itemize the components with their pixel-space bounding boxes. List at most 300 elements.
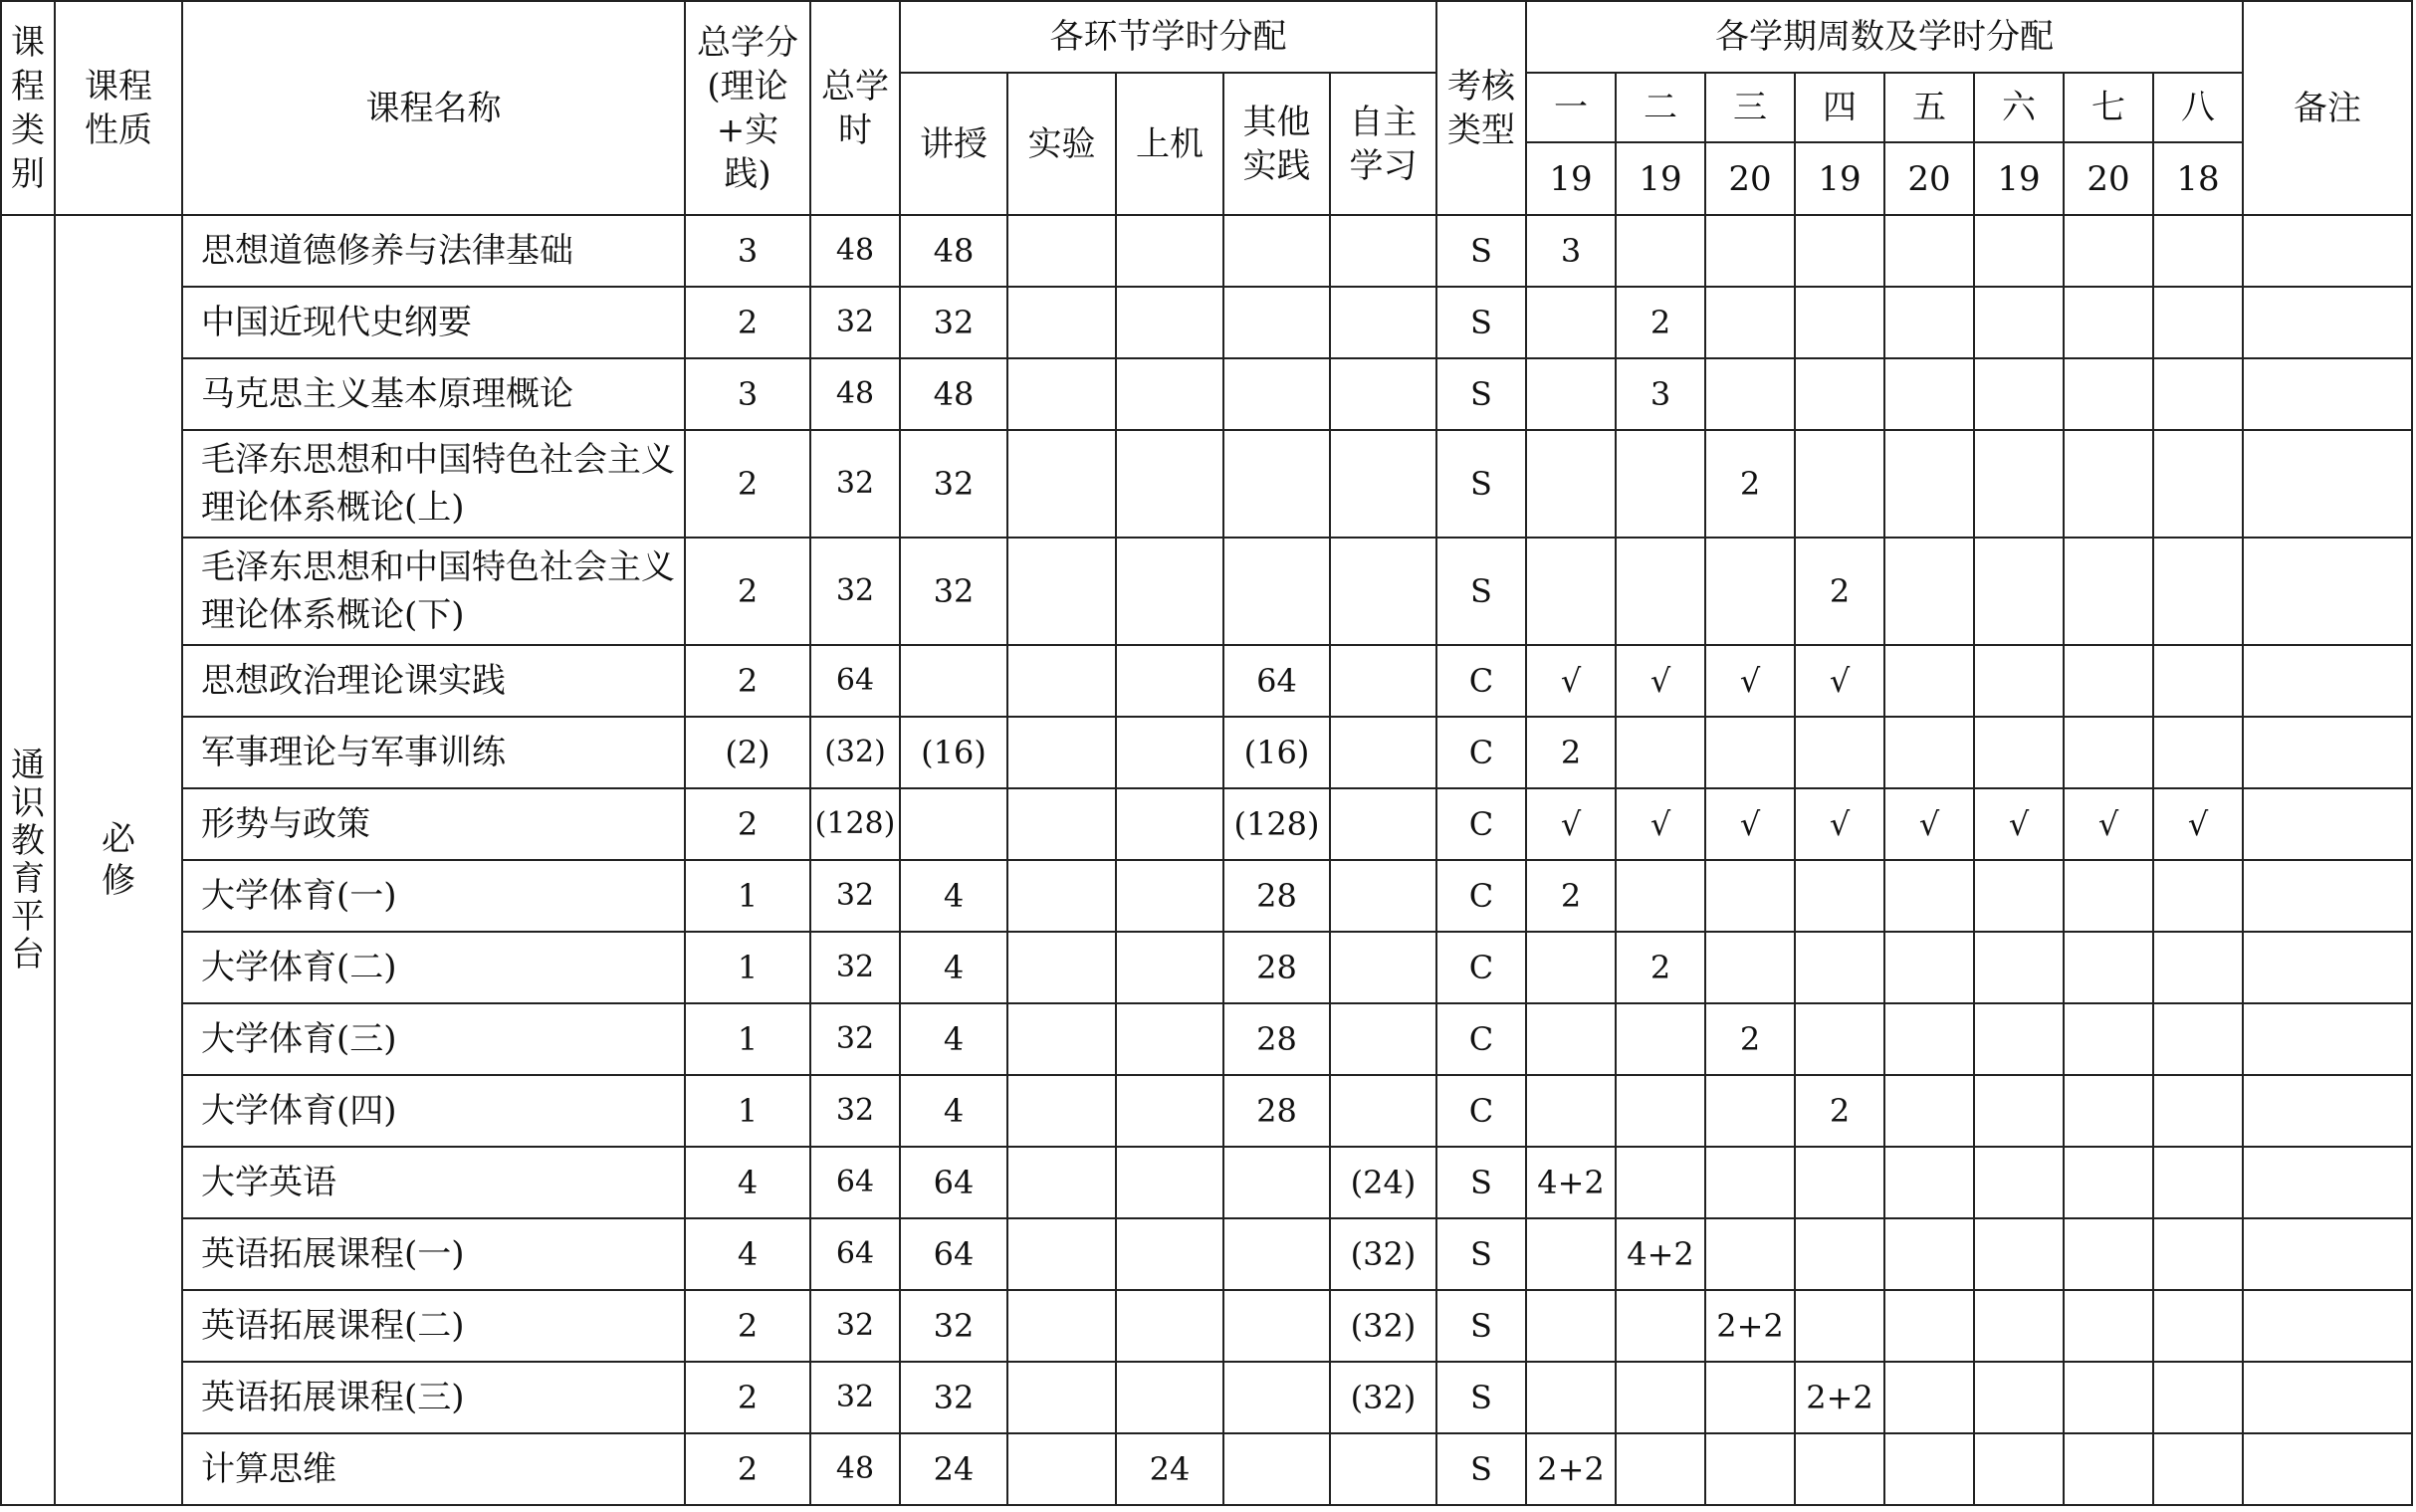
semester-5-cell [1884, 1290, 1974, 1362]
credits-cell: 2 [685, 538, 810, 645]
semester-7-cell [2064, 215, 2153, 287]
credits-cell: 2 [685, 430, 810, 538]
semester-1-cell: 2+2 [1526, 1433, 1616, 1505]
table-row [1, 1433, 2412, 1505]
exam-type-cell: S [1436, 430, 1526, 538]
semester-1-cell [1526, 358, 1616, 430]
other-practice-cell [1223, 1290, 1330, 1362]
lecture-cell [900, 645, 1007, 717]
self-study-cell [1330, 215, 1436, 287]
header-semester-5: 五 [1884, 73, 1974, 142]
semester-1-cell [1526, 287, 1616, 358]
experiment-cell [1007, 1218, 1116, 1290]
self-study-cell [1330, 1003, 1436, 1075]
semester-2-cell: √ [1616, 645, 1705, 717]
semester-4-cell [1795, 287, 1884, 358]
self-study-cell: (32) [1330, 1362, 1436, 1433]
category-cell: 通识教育平台 [1, 215, 55, 1505]
other-practice-cell [1223, 1147, 1330, 1218]
semester-4-cell [1795, 932, 1884, 1003]
course-name-cell: 马克思主义基本原理概论 [182, 358, 685, 430]
header-remarks: 备注 [2243, 1, 2412, 215]
semester-7-cell [2064, 645, 2153, 717]
semester-4-cell: 2 [1795, 538, 1884, 645]
semester-5-cell [1884, 215, 1974, 287]
other-practice-cell: (16) [1223, 717, 1330, 788]
self-study-cell: (32) [1330, 1218, 1436, 1290]
course-name-cell: 思想政治理论课实践 [182, 645, 685, 717]
remarks-cell [2243, 430, 2412, 538]
experiment-cell [1007, 1362, 1116, 1433]
semester-6-cell [1974, 1147, 2064, 1218]
experiment-cell [1007, 1075, 1116, 1147]
computer-cell [1116, 1003, 1223, 1075]
semester-2-cell: 3 [1616, 358, 1705, 430]
exam-type-cell: C [1436, 645, 1526, 717]
semester-3-cell [1705, 932, 1795, 1003]
remarks-cell [2243, 788, 2412, 860]
semester-3-cell [1705, 1218, 1795, 1290]
other-practice-cell: 64 [1223, 645, 1330, 717]
semester-8-cell [2153, 1075, 2243, 1147]
computer-cell [1116, 717, 1223, 788]
lecture-cell: 32 [900, 1362, 1007, 1433]
computer-cell [1116, 788, 1223, 860]
credits-cell: 3 [685, 358, 810, 430]
semester-1-cell [1526, 1003, 1616, 1075]
header-semester-group: 各学期周数及学时分配 [1526, 1, 2243, 73]
hours-cell: (32) [810, 717, 900, 788]
semester-8-cell [2153, 932, 2243, 1003]
computer-cell: 24 [1116, 1433, 1223, 1505]
experiment-cell [1007, 287, 1116, 358]
exam-type-cell: S [1436, 358, 1526, 430]
course-name-cell: 大学英语 [182, 1147, 685, 1218]
remarks-cell [2243, 1218, 2412, 1290]
header-weeks-7: 20 [2064, 142, 2153, 215]
course-name-cell: 大学体育(四) [182, 1075, 685, 1147]
semester-8-cell [2153, 717, 2243, 788]
hours-cell: 64 [810, 645, 900, 717]
semester-1-cell [1526, 430, 1616, 538]
semester-6-cell [1974, 1290, 2064, 1362]
course-name-cell: 形势与政策 [182, 788, 685, 860]
hours-cell: 32 [810, 538, 900, 645]
other-practice-cell [1223, 215, 1330, 287]
semester-1-cell: 3 [1526, 215, 1616, 287]
table-row [1, 788, 2412, 860]
semester-1-cell [1526, 1218, 1616, 1290]
semester-7-cell [2064, 1003, 2153, 1075]
exam-type-cell: S [1436, 538, 1526, 645]
semester-2-cell [1616, 215, 1705, 287]
computer-cell [1116, 1362, 1223, 1433]
table-row [1, 358, 2412, 430]
semester-8-cell [2153, 1218, 2243, 1290]
exam-type-cell: S [1436, 215, 1526, 287]
header-semester-3: 三 [1705, 73, 1795, 142]
table-row [1, 645, 2412, 717]
experiment-cell [1007, 430, 1116, 538]
remarks-cell [2243, 358, 2412, 430]
header-weeks-3: 20 [1705, 142, 1795, 215]
semester-7-cell [2064, 717, 2153, 788]
lecture-cell: 4 [900, 860, 1007, 932]
hours-cell: 48 [810, 358, 900, 430]
semester-6-cell [1974, 430, 2064, 538]
course-name-cell: 英语拓展课程(二) [182, 1290, 685, 1362]
semester-6-cell [1974, 1433, 2064, 1505]
semester-2-cell [1616, 860, 1705, 932]
semester-8-cell [2153, 860, 2243, 932]
credits-cell: 3 [685, 215, 810, 287]
course-name-cell: 中国近现代史纲要 [182, 287, 685, 358]
semester-5-cell [1884, 1075, 1974, 1147]
semester-2-cell [1616, 430, 1705, 538]
other-practice-cell [1223, 1362, 1330, 1433]
other-practice-cell [1223, 1433, 1330, 1505]
semester-3-cell [1705, 215, 1795, 287]
hours-cell: 48 [810, 215, 900, 287]
semester-2-cell: 4+2 [1616, 1218, 1705, 1290]
table-row [1, 287, 2412, 358]
semester-5-cell [1884, 1003, 1974, 1075]
exam-type-cell: C [1436, 1075, 1526, 1147]
semester-2-cell [1616, 1290, 1705, 1362]
remarks-cell [2243, 287, 2412, 358]
semester-2-cell [1616, 1075, 1705, 1147]
semester-4-cell [1795, 215, 1884, 287]
header-weeks-6: 19 [1974, 142, 2064, 215]
nature-cell: 必修 [55, 215, 182, 1505]
credits-cell: (2) [685, 717, 810, 788]
semester-1-cell [1526, 932, 1616, 1003]
semester-2-cell [1616, 1003, 1705, 1075]
credits-cell: 2 [685, 645, 810, 717]
lecture-cell: 32 [900, 430, 1007, 538]
semester-1-cell: √ [1526, 788, 1616, 860]
header-weeks-1: 19 [1526, 142, 1616, 215]
header-weeks-5: 20 [1884, 142, 1974, 215]
credits-cell: 1 [685, 1075, 810, 1147]
header-semester-2: 二 [1616, 73, 1705, 142]
semester-4-cell: √ [1795, 645, 1884, 717]
header-weeks-4: 19 [1795, 142, 1884, 215]
header-semester-6: 六 [1974, 73, 2064, 142]
semester-7-cell [2064, 932, 2153, 1003]
course-name-cell: 毛泽东思想和中国特色社会主义理论体系概论(下) [182, 538, 685, 645]
table-row [1, 1075, 2412, 1147]
table-row [1, 215, 2412, 287]
semester-8-cell [2153, 645, 2243, 717]
course-name-cell: 毛泽东思想和中国特色社会主义理论体系概论(上) [182, 430, 685, 538]
experiment-cell [1007, 1147, 1116, 1218]
semester-8-cell [2153, 430, 2243, 538]
exam-type-cell: S [1436, 1433, 1526, 1505]
header-row-1 [1, 1, 2412, 73]
self-study-cell [1330, 860, 1436, 932]
remarks-cell [2243, 645, 2412, 717]
lecture-cell [900, 788, 1007, 860]
semester-2-cell [1616, 1147, 1705, 1218]
lecture-cell: 32 [900, 538, 1007, 645]
computer-cell [1116, 215, 1223, 287]
semester-5-cell [1884, 430, 1974, 538]
self-study-cell [1330, 932, 1436, 1003]
lecture-cell: 32 [900, 1290, 1007, 1362]
exam-type-cell: C [1436, 788, 1526, 860]
header-weeks-2: 19 [1616, 142, 1705, 215]
lecture-cell: 4 [900, 932, 1007, 1003]
semester-8-cell: √ [2153, 788, 2243, 860]
semester-6-cell [1974, 538, 2064, 645]
credits-cell: 1 [685, 1003, 810, 1075]
semester-5-cell [1884, 932, 1974, 1003]
course-name-cell: 英语拓展课程(三) [182, 1362, 685, 1433]
header-computer: 上机 [1116, 73, 1223, 215]
semester-7-cell [2064, 1147, 2153, 1218]
semester-4-cell [1795, 1147, 1884, 1218]
semester-2-cell: 2 [1616, 287, 1705, 358]
experiment-cell [1007, 645, 1116, 717]
table-row [1, 430, 2412, 538]
course-name-cell: 大学体育(二) [182, 932, 685, 1003]
header-semester-7: 七 [2064, 73, 2153, 142]
semester-4-cell: √ [1795, 788, 1884, 860]
hours-cell: 64 [810, 1147, 900, 1218]
other-practice-cell: 28 [1223, 860, 1330, 932]
self-study-cell [1330, 287, 1436, 358]
computer-cell [1116, 538, 1223, 645]
hours-cell: 32 [810, 932, 900, 1003]
semester-2-cell [1616, 1362, 1705, 1433]
credits-cell: 4 [685, 1147, 810, 1218]
semester-6-cell [1974, 1003, 2064, 1075]
semester-1-cell: √ [1526, 645, 1616, 717]
remarks-cell [2243, 1362, 2412, 1433]
hours-cell: 32 [810, 1290, 900, 1362]
semester-7-cell [2064, 1433, 2153, 1505]
semester-4-cell: 2 [1795, 1075, 1884, 1147]
experiment-cell [1007, 358, 1116, 430]
other-practice-cell: 28 [1223, 1003, 1330, 1075]
experiment-cell [1007, 538, 1116, 645]
semester-3-cell: √ [1705, 645, 1795, 717]
table-row [1, 932, 2412, 1003]
lecture-cell: 64 [900, 1218, 1007, 1290]
semester-2-cell [1616, 538, 1705, 645]
header-experiment: 实验 [1007, 73, 1116, 215]
semester-4-cell [1795, 1003, 1884, 1075]
semester-3-cell [1705, 1147, 1795, 1218]
hours-cell: 32 [810, 1075, 900, 1147]
hours-cell: 64 [810, 1218, 900, 1290]
semester-7-cell [2064, 358, 2153, 430]
computer-cell [1116, 430, 1223, 538]
semester-6-cell: √ [1974, 788, 2064, 860]
semester-5-cell [1884, 645, 1974, 717]
semester-4-cell [1795, 1218, 1884, 1290]
semester-3-cell [1705, 358, 1795, 430]
semester-4-cell [1795, 358, 1884, 430]
semester-8-cell [2153, 287, 2243, 358]
exam-type-cell: S [1436, 1362, 1526, 1433]
credits-cell: 1 [685, 860, 810, 932]
table-row [1, 717, 2412, 788]
remarks-cell [2243, 215, 2412, 287]
semester-5-cell [1884, 358, 1974, 430]
semester-1-cell [1526, 1075, 1616, 1147]
semester-3-cell: 2 [1705, 1003, 1795, 1075]
credits-cell: 2 [685, 1362, 810, 1433]
semester-6-cell [1974, 358, 2064, 430]
course-name-cell: 军事理论与军事训练 [182, 717, 685, 788]
computer-cell [1116, 860, 1223, 932]
lecture-cell: 32 [900, 287, 1007, 358]
credits-cell: 2 [685, 788, 810, 860]
semester-4-cell [1795, 860, 1884, 932]
table-row [1, 1147, 2412, 1218]
semester-3-cell: √ [1705, 788, 1795, 860]
lecture-cell: 48 [900, 358, 1007, 430]
header-weeks-8: 18 [2153, 142, 2243, 215]
table-row [1, 1290, 2412, 1362]
computer-cell [1116, 1147, 1223, 1218]
semester-6-cell [1974, 287, 2064, 358]
header-semester-8: 八 [2153, 73, 2243, 142]
semester-1-cell: 2 [1526, 717, 1616, 788]
semester-6-cell [1974, 1218, 2064, 1290]
computer-cell [1116, 932, 1223, 1003]
credits-cell: 2 [685, 287, 810, 358]
other-practice-cell [1223, 287, 1330, 358]
computer-cell [1116, 645, 1223, 717]
semester-3-cell [1705, 287, 1795, 358]
exam-type-cell: S [1436, 1218, 1526, 1290]
experiment-cell [1007, 1433, 1116, 1505]
self-study-cell [1330, 717, 1436, 788]
self-study-cell [1330, 538, 1436, 645]
semester-7-cell [2064, 1218, 2153, 1290]
semester-6-cell [1974, 860, 2064, 932]
credits-cell: 2 [685, 1290, 810, 1362]
other-practice-cell: (128) [1223, 788, 1330, 860]
computer-cell [1116, 1218, 1223, 1290]
semester-5-cell [1884, 717, 1974, 788]
semester-4-cell [1795, 717, 1884, 788]
lecture-cell: 4 [900, 1075, 1007, 1147]
semester-1-cell [1526, 538, 1616, 645]
semester-8-cell [2153, 538, 2243, 645]
lecture-cell: 48 [900, 215, 1007, 287]
header-lecture: 讲授 [900, 73, 1007, 215]
semester-5-cell [1884, 287, 1974, 358]
semester-5-cell [1884, 538, 1974, 645]
semester-5-cell [1884, 1362, 1974, 1433]
semester-3-cell [1705, 538, 1795, 645]
semester-6-cell [1974, 215, 2064, 287]
semester-3-cell [1705, 1362, 1795, 1433]
self-study-cell [1330, 358, 1436, 430]
experiment-cell [1007, 860, 1116, 932]
semester-2-cell [1616, 1433, 1705, 1505]
semester-1-cell: 4+2 [1526, 1147, 1616, 1218]
experiment-cell [1007, 1290, 1116, 1362]
exam-type-cell: S [1436, 1147, 1526, 1218]
semester-3-cell [1705, 1075, 1795, 1147]
course-name-cell: 英语拓展课程(一) [182, 1218, 685, 1290]
lecture-cell: (16) [900, 717, 1007, 788]
lecture-cell: 4 [900, 1003, 1007, 1075]
experiment-cell [1007, 1003, 1116, 1075]
experiment-cell [1007, 215, 1116, 287]
hours-cell: 32 [810, 287, 900, 358]
semester-3-cell [1705, 717, 1795, 788]
header-total-hours: 总学时 [810, 1, 900, 215]
self-study-cell [1330, 1075, 1436, 1147]
semester-6-cell [1974, 1075, 2064, 1147]
computer-cell [1116, 287, 1223, 358]
lecture-cell: 24 [900, 1433, 1007, 1505]
other-practice-cell: 28 [1223, 1075, 1330, 1147]
semester-1-cell: 2 [1526, 860, 1616, 932]
semester-3-cell [1705, 860, 1795, 932]
table-row [1, 860, 2412, 932]
hours-cell: 48 [810, 1433, 900, 1505]
exam-type-cell: C [1436, 717, 1526, 788]
other-practice-cell [1223, 358, 1330, 430]
semester-2-cell: 2 [1616, 932, 1705, 1003]
self-study-cell [1330, 788, 1436, 860]
other-practice-cell: 28 [1223, 932, 1330, 1003]
remarks-cell [2243, 932, 2412, 1003]
semester-4-cell [1795, 1290, 1884, 1362]
semester-7-cell [2064, 538, 2153, 645]
experiment-cell [1007, 788, 1116, 860]
credits-cell: 1 [685, 932, 810, 1003]
exam-type-cell: C [1436, 932, 1526, 1003]
exam-type-cell: C [1436, 860, 1526, 932]
header-semester-4: 四 [1795, 73, 1884, 142]
semester-6-cell [1974, 932, 2064, 1003]
semester-7-cell [2064, 287, 2153, 358]
table-body [1, 1, 2412, 1505]
semester-7-cell [2064, 430, 2153, 538]
exam-type-cell: C [1436, 1003, 1526, 1075]
semester-5-cell [1884, 860, 1974, 932]
semester-8-cell [2153, 1433, 2243, 1505]
semester-1-cell [1526, 1290, 1616, 1362]
exam-type-cell: S [1436, 1290, 1526, 1362]
remarks-cell [2243, 860, 2412, 932]
header-self-study: 自主学习 [1330, 73, 1436, 215]
table-row [1, 1218, 2412, 1290]
computer-cell [1116, 1075, 1223, 1147]
semester-6-cell [1974, 645, 2064, 717]
semester-3-cell [1705, 1433, 1795, 1505]
semester-3-cell: 2 [1705, 430, 1795, 538]
header-total-credits: 总学分(理论+实践) [685, 1, 810, 215]
semester-8-cell [2153, 358, 2243, 430]
table-row [1, 1362, 2412, 1433]
table-row [1, 1003, 2412, 1075]
hours-cell: 32 [810, 430, 900, 538]
other-practice-cell [1223, 1218, 1330, 1290]
credits-cell: 4 [685, 1218, 810, 1290]
header-course-name: 课程名称 [182, 1, 685, 215]
experiment-cell [1007, 717, 1116, 788]
header-nature: 课程性质 [55, 1, 182, 215]
